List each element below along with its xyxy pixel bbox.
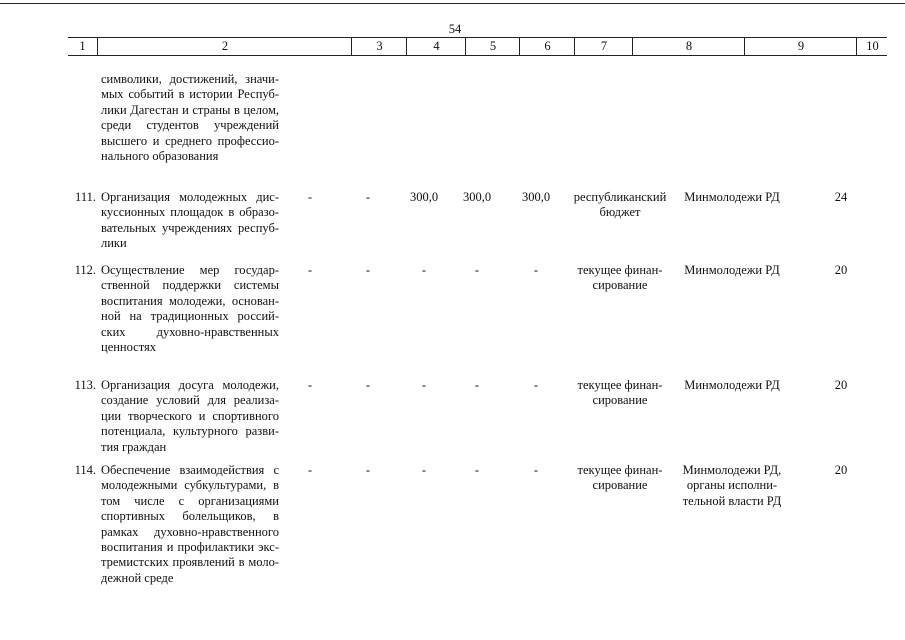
cell-col3: - <box>307 190 313 204</box>
executor-line: Минмолодежи РД <box>684 190 780 204</box>
cell-funding-source <box>564 463 676 494</box>
cell-col5: 300,0 <box>409 190 439 204</box>
cell-col4: - <box>365 263 371 277</box>
description-line: ственной поддержки системы <box>101 278 279 293</box>
continuation-line: лики Дагестан и страны в целом, <box>101 102 279 117</box>
continuation-line: нального образования <box>101 149 219 164</box>
description-line: молодежными субкультурами, в <box>101 478 279 493</box>
description-line: куссионных площадок в образо- <box>101 205 279 220</box>
description-line: том числе с организациями <box>101 493 279 508</box>
funding-line: текущее финан- <box>577 378 663 392</box>
description-line: воспитания молодежи, основан- <box>101 293 279 308</box>
table-header <box>68 37 887 56</box>
cell-col6: - <box>474 263 480 277</box>
description-line: Обеспечение взаимодействия с <box>101 463 279 477</box>
cell-executor <box>676 263 788 278</box>
column-header-7: 7 <box>574 38 633 55</box>
cell-funding-source <box>564 378 676 409</box>
description-line: ной на традиционных россий- <box>101 309 279 324</box>
row-description <box>101 378 279 455</box>
executor-line: Минмолодежи РД, <box>682 463 782 477</box>
description-line: создание условий для реализа- <box>101 393 279 408</box>
column-header-6: 6 <box>519 38 575 55</box>
cell-executor <box>676 190 788 205</box>
funding-line: сирование <box>592 278 648 293</box>
description-line: лики <box>101 236 127 251</box>
executor-line: органы исполни- <box>686 478 778 493</box>
continuation-line: высшего и среднего профессио- <box>101 133 279 148</box>
continuation-line: среди студентов учреждений <box>101 118 279 133</box>
funding-line: текущее финан- <box>577 263 663 277</box>
executor-line: Минмолодежи РД <box>684 378 780 392</box>
page-number: 54 <box>448 22 462 36</box>
column-header-1: 1 <box>79 39 86 53</box>
executor-line: Минмолодежи РД <box>684 263 780 277</box>
cell-col7: 300,0 <box>521 190 551 204</box>
cell-col10: 20 <box>834 378 848 392</box>
cell-col5: - <box>421 378 427 392</box>
top-rule <box>0 3 905 4</box>
cell-col5: - <box>421 463 427 477</box>
cell-col7: - <box>533 463 539 477</box>
description-line: тремистских проявлений в моло- <box>101 555 279 570</box>
cell-col6: 300,0 <box>462 190 492 204</box>
cell-col10: 20 <box>834 263 848 277</box>
row-description <box>101 190 279 252</box>
continuation-text <box>101 72 279 164</box>
funding-line: текущее финан- <box>577 463 663 477</box>
description-line: ценностях <box>101 340 157 355</box>
row-description <box>101 263 279 355</box>
funding-line: бюджет <box>599 205 641 220</box>
funding-line: сирование <box>592 478 648 493</box>
column-header-4: 4 <box>406 38 466 55</box>
description-line: вательных учреждениях респуб- <box>101 220 279 235</box>
cell-col5: - <box>421 263 427 277</box>
column-header-2: 2 <box>97 38 352 55</box>
cell-col4: - <box>365 378 371 392</box>
column-header-9: 9 <box>744 38 857 55</box>
cell-funding-source <box>564 263 676 294</box>
cell-col3: - <box>307 263 313 277</box>
column-header-5: 5 <box>465 38 520 55</box>
description-line: Осуществление мер государ- <box>101 263 279 277</box>
continuation-line: мых событий в истории Респуб- <box>101 87 279 102</box>
description-line: тия граждан <box>101 439 167 454</box>
cell-col3: - <box>307 378 313 392</box>
executor-line: тельной власти РД <box>682 493 782 508</box>
continuation-line: символики, достижений, значи- <box>101 72 279 86</box>
cell-col10: 24 <box>834 190 848 204</box>
cell-executor <box>676 378 788 393</box>
row-number: 111. <box>75 190 96 204</box>
row-number: 113. <box>74 378 96 392</box>
description-line: воспитания и профилактики экс- <box>101 540 279 555</box>
cell-col7: - <box>533 378 539 392</box>
description-line: ских духовно-нравственных <box>101 324 279 339</box>
row-number: 114. <box>74 463 96 477</box>
cell-col10: 20 <box>834 463 848 477</box>
column-header-3: 3 <box>351 38 407 55</box>
cell-col6: - <box>474 463 480 477</box>
column-header-10: 10 <box>856 38 888 55</box>
description-line: потенциала, культурного разви- <box>101 424 279 439</box>
cell-col3: - <box>307 463 313 477</box>
description-line: ции творческого и спортивного <box>101 408 279 423</box>
description-line: спортивных болельщиков, в <box>101 509 279 524</box>
cell-col4: - <box>365 463 371 477</box>
row-number: 112. <box>74 263 96 277</box>
description-line: дежной среде <box>101 570 174 585</box>
cell-executor <box>676 463 788 509</box>
column-header-8: 8 <box>632 38 745 55</box>
description-line: рамках духовно-нравственного <box>101 524 279 539</box>
funding-line: республиканский <box>573 190 667 204</box>
cell-col6: - <box>474 378 480 392</box>
description-line: Организация досуга молодежи, <box>101 378 279 392</box>
description-line: Организация молодежных дис- <box>101 190 279 204</box>
funding-line: сирование <box>592 393 648 408</box>
cell-col4: - <box>365 190 371 204</box>
cell-col7: - <box>533 263 539 277</box>
row-description <box>101 463 279 586</box>
cell-funding-source <box>564 190 676 221</box>
